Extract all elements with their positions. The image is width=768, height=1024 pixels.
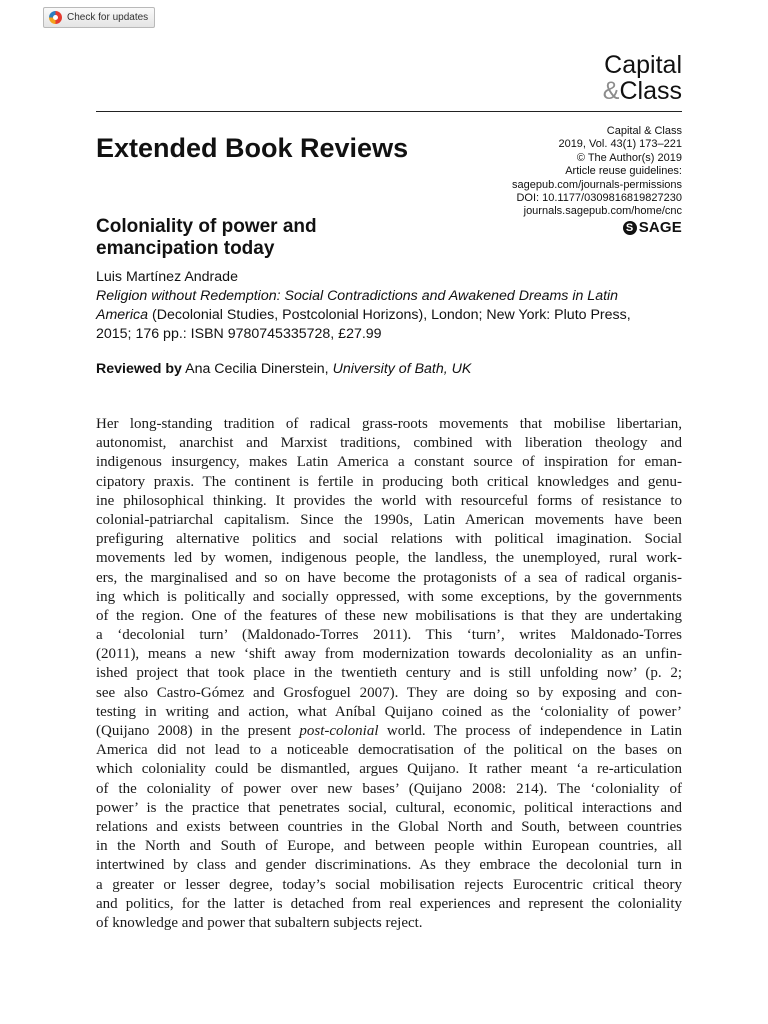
body-line: intertwined by class and gender discriminations. As they embrace the decolonial turn in [96,857,682,874]
journal-logo [603,52,682,104]
article-meta [512,125,682,219]
body-line: indigenous insurgency, makes Latin America a constant source of inspiration for eman- [96,454,682,471]
body-line: ished project that took place in the twentieth century and is still unfolding now’ (p. 2; [96,665,682,682]
book-author: Luis Martínez Andrade [96,269,238,285]
body-line: ing which is politically and socially oppressed, with some exceptions, by the governments [96,588,682,605]
body-line-end: world. The process of independence in Latin [378,723,682,739]
meta-journal-homepage-link[interactable]: journals.sagepub.com/home/cnc [523,205,682,218]
body-line: a ‘decolonial turn’ (Maldonado-Torres 2011). This ‘turn’, writes Maldonado-Torres [96,627,682,644]
book-publisher-info: (Decolonial Studies, Postcolonial Horizons), London; New York: Pluto Press, [148,307,631,323]
meta-copyright: © The Author(s) 2019 [576,151,682,164]
section-heading: Extended Book Reviews [96,133,409,163]
body-line [96,722,682,741]
meta-journal: Capital & Class [606,125,682,137]
post-colonial-term: post-colonial [299,723,379,739]
body-line: America did not lead to a noticeable democratisation of the political on the bases on [96,742,682,759]
article-title-line-2: emancipation today [96,238,275,259]
header-rule [96,111,682,112]
meta-permissions-link[interactable]: sagepub.com/journals-permissions [512,178,682,191]
body-line: colonial-patriarchal capitalism. Since the 1990s, Latin American movements have been [96,511,682,528]
body-line: testing in writing and action, what Aníbal Quijano coined as the ‘coloniality of power’ [96,703,682,720]
book-info [96,268,696,344]
body-line: ers, the marginalised and so on have become the protagonists of a sea of radical organis- [96,569,682,586]
book-isbn-price: 2015; 176 pp.: ISBN 9780745335728, £27.99 [96,326,382,342]
body-line: of the coloniality of power over new bases’ (Quijano 2008: 214). The ‘coloniality of [96,780,682,797]
body-line-start: (Quijano 2008) in the present [96,723,300,739]
body-line: in the North and South of Europe, and between people within European countries, all [96,838,682,855]
body-line: cipatory praxis. The continent is fertile in producing both critical knowledges and genu- [96,473,682,490]
article-title-line-1: Coloniality of power and [96,216,317,237]
body-line: movements led by women, indigenous people, the landless, the unemployed, rural work- [96,550,682,567]
body-line: which coloniality could be dismantled, argues Quijano. It rather meant ‘a re-articulation [96,761,682,778]
book-title-line-2 [96,306,696,325]
body-line: Her long-standing tradition of radical grass-roots movements that mobilise libertarian, [96,416,682,432]
logo-class-word: Class [619,77,682,105]
body-line: a greater or lesser degree, today’s social mobilisation rejects Eurocentric critical theory [96,876,682,893]
body-line: see also Castro-Gómez and Grosfoguel 2007). They are doing so by exposing and con- [96,684,682,701]
crossmark-icon [49,11,62,24]
logo-ampersand: & [602,77,620,105]
logo-line-1: Capital [604,51,682,79]
book-title-line-1: Religion without Redemption: Social Contradictions and Awakened Dreams in Latin [96,288,619,304]
body-line: prefiguring alternative politics and social relations with political imagination. Social [96,531,682,548]
body-line: ine philosophical thinking. It provides the world with resourceful forms of resistance to [96,492,682,509]
body-line: of knowledge and power that subaltern subjects reject. [96,914,423,931]
meta-doi-link[interactable]: DOI: 10.1177/0309816819827230 [516,192,682,205]
body-line: autonomist, anarchist and Marxist traditions, combined with liberation theology and [96,435,682,452]
sage-mark-icon: S [623,221,637,235]
reviewed-by-label: Reviewed by [96,361,182,377]
body-line: relations and exists between countries in the Global North and South, between countries [96,818,682,835]
meta-reuse-label: Article reuse guidelines: [565,165,682,178]
review-body [96,415,682,933]
body-line: power’ is the practice that penetrates social, cultural, economic, political interactions and [96,799,682,816]
body-line: (2011), means a new ‘shift away from modernization towards decoloniality as an unfin- [96,646,682,663]
article-title [96,216,317,260]
meta-volume: 2019, Vol. 43(1) 173–221 [558,138,682,151]
reviewer-line [96,360,471,379]
body-line: of the region. One of the features of these new mobilisations is that they are undertaking [96,607,682,624]
body-line: and politics, for the latter is detached from real experiences and represent the coloniality [96,895,682,912]
logo-line-2 [603,78,682,104]
sage-wordmark: SAGE [638,219,682,236]
check-for-updates-label: Check for updates [67,12,149,23]
check-for-updates-button[interactable] [43,7,155,28]
reviewer-affiliation: University of Bath, UK [332,361,472,377]
reviewer-name: Ana Cecilia Dinerstein, [181,361,333,377]
book-title-italic-end: America [96,307,149,323]
sage-logo [623,219,682,236]
